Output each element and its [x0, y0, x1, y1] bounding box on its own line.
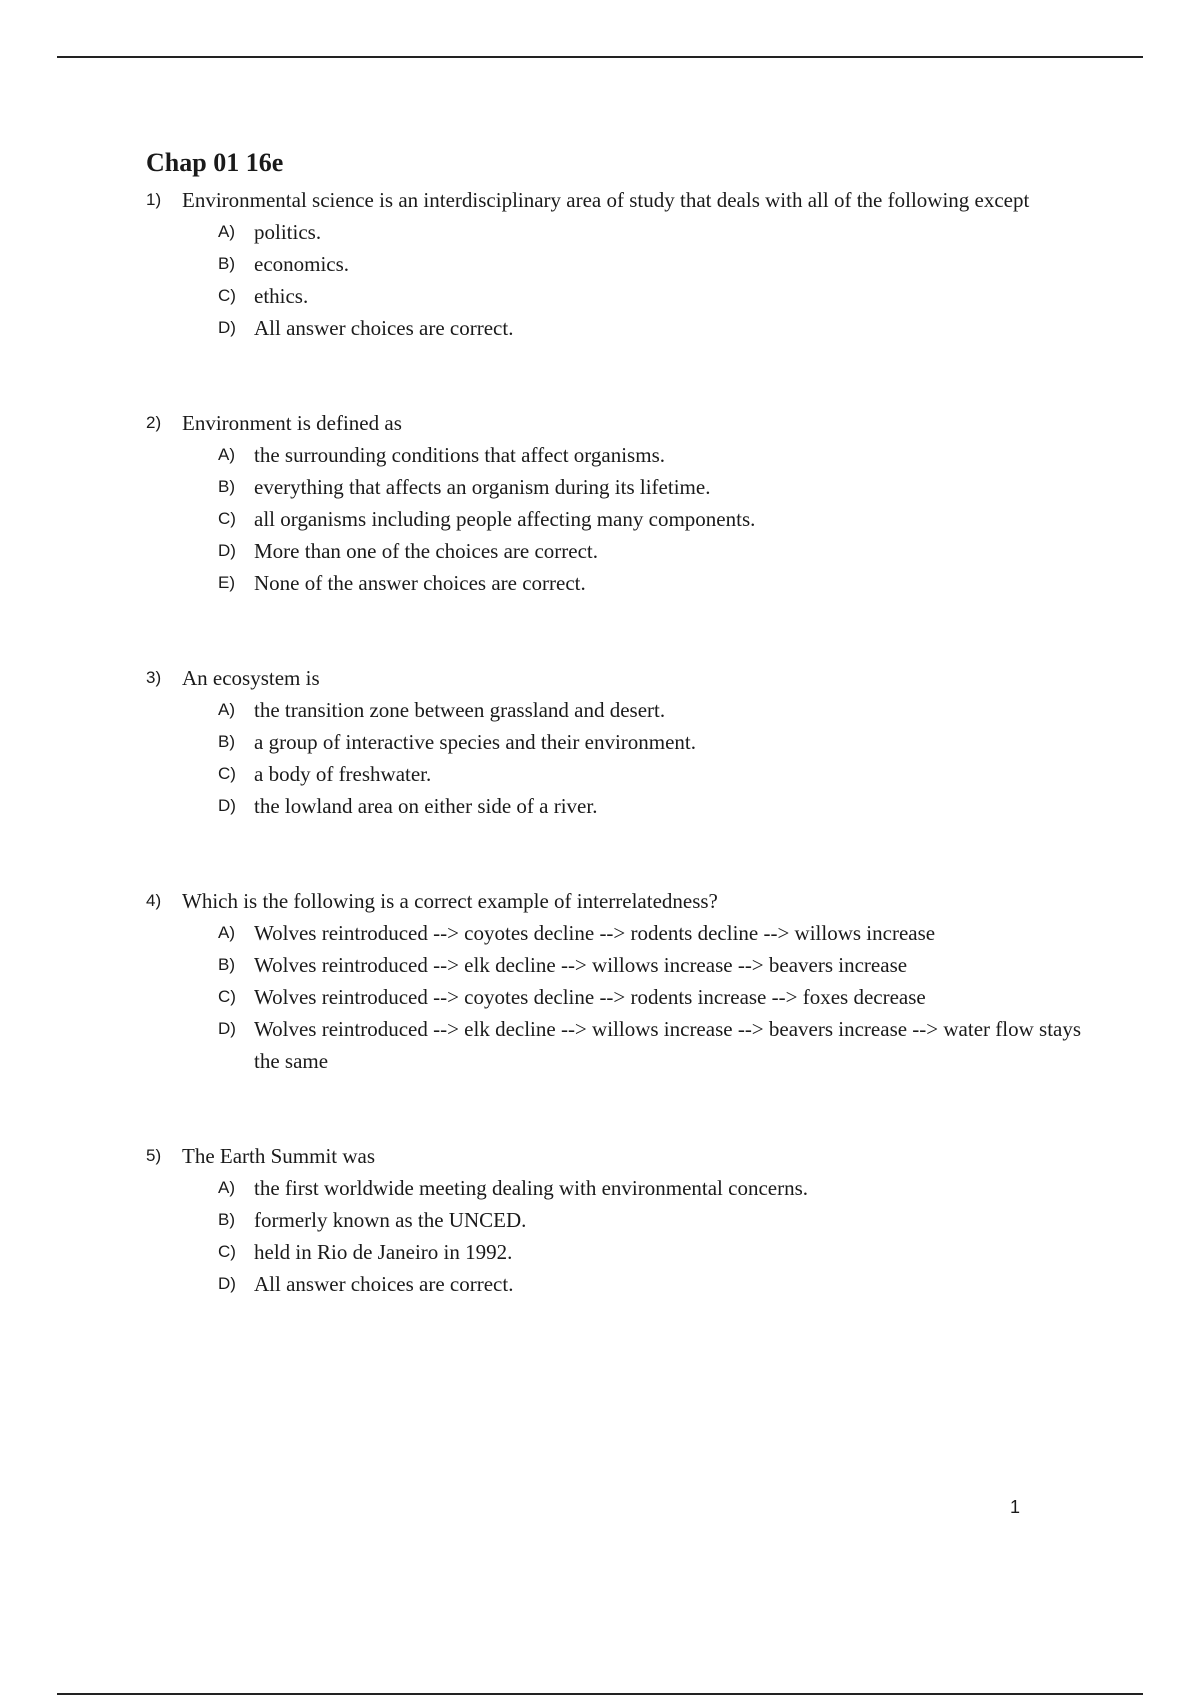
choice-letter: B)	[218, 477, 235, 496]
choice-item	[218, 694, 1096, 726]
choice-item	[218, 280, 1096, 312]
choice-item	[218, 981, 1096, 1013]
choice-text: formerly known as the UNCED.	[254, 1208, 527, 1232]
choice-list	[146, 917, 1096, 1077]
choice-item	[218, 1236, 1096, 1268]
question-text: The Earth Summit was	[182, 1144, 376, 1168]
choice-text: the first worldwide meeting dealing with environmental concerns.	[254, 1176, 809, 1200]
choice-text: a group of interactive species and their environment.	[254, 730, 697, 754]
choice-text: Wolves reintroduced --> elk decline --> willows increase --> beavers increase	[254, 953, 908, 977]
question-1	[146, 184, 1096, 344]
choice-letter: C)	[218, 764, 236, 783]
choice-letter: B)	[218, 732, 235, 751]
choice-letter: A)	[218, 700, 235, 719]
choice-item	[218, 917, 1096, 949]
choice-letter: B)	[218, 1210, 235, 1229]
choice-text: Wolves reintroduced --> coyotes decline --> rodents decline --> willows increase	[254, 921, 936, 945]
choice-item	[218, 535, 1096, 567]
choice-item	[218, 312, 1096, 344]
choice-letter: B)	[218, 955, 235, 974]
choice-letter: C)	[218, 987, 236, 1006]
choice-item	[218, 471, 1096, 503]
document-body	[146, 146, 1096, 1300]
choice-text: More than one of the choices are correct.	[254, 539, 598, 563]
choice-letter: D)	[218, 318, 236, 337]
choice-letter: A)	[218, 445, 235, 464]
choice-text: economics.	[254, 252, 350, 276]
choice-letter: D)	[218, 796, 236, 815]
question-number: 5)	[146, 1146, 162, 1165]
choice-text: held in Rio de Janeiro in 1992.	[254, 1240, 513, 1264]
question-text: Environmental science is an interdisciplinary area of study that deals with all of the following except	[182, 188, 1030, 212]
choice-list	[146, 439, 1096, 599]
question-5	[146, 1140, 1096, 1300]
choice-item	[218, 567, 1096, 599]
page-title: Chap 01 16e	[146, 148, 284, 177]
choice-text: a body of freshwater.	[254, 762, 432, 786]
question-text: Which is the following is a correct example of interrelatedness?	[182, 889, 718, 913]
choice-text: the lowland area on either side of a river.	[254, 794, 598, 818]
choice-list	[146, 1172, 1096, 1300]
question-2	[146, 407, 1096, 599]
choice-item	[218, 758, 1096, 790]
choice-letter: C)	[218, 509, 236, 528]
choice-text: politics.	[254, 220, 322, 244]
choice-item	[218, 439, 1096, 471]
choice-text: all organisms including people affecting many components.	[254, 507, 756, 531]
footer-rule	[57, 1693, 1143, 1695]
header-rule	[57, 56, 1143, 58]
choice-list	[146, 694, 1096, 822]
question-number: 1)	[146, 190, 162, 209]
choice-text: Wolves reintroduced --> coyotes decline --> rodents increase --> foxes decrease	[254, 985, 926, 1009]
choice-text: ethics.	[254, 284, 309, 308]
choice-letter: A)	[218, 1178, 235, 1197]
choice-text: the surrounding conditions that affect organisms.	[254, 443, 665, 467]
choice-letter: D)	[218, 541, 236, 560]
choice-list	[146, 216, 1096, 344]
choice-letter: A)	[218, 222, 235, 241]
choice-text: None of the answer choices are correct.	[254, 571, 586, 595]
question-text: An ecosystem is	[182, 666, 320, 690]
question-4	[146, 885, 1096, 1077]
question-number: 3)	[146, 668, 162, 687]
question-number: 4)	[146, 891, 162, 910]
choice-letter: C)	[218, 1242, 236, 1261]
choice-item	[218, 1013, 1096, 1077]
choice-item	[218, 726, 1096, 758]
choice-item	[218, 949, 1096, 981]
choice-item	[218, 216, 1096, 248]
choice-letter: D)	[218, 1019, 236, 1038]
choice-item	[218, 790, 1096, 822]
choice-item	[218, 1172, 1096, 1204]
choice-item	[218, 1268, 1096, 1300]
question-3	[146, 662, 1096, 822]
question-text: Environment is defined as	[182, 411, 402, 435]
choice-letter: A)	[218, 923, 235, 942]
choice-text: All answer choices are correct.	[254, 316, 514, 340]
choice-letter: B)	[218, 254, 235, 273]
choice-item	[218, 503, 1096, 535]
question-number: 2)	[146, 413, 162, 432]
choice-item	[218, 248, 1096, 280]
choice-text: everything that affects an organism during its lifetime.	[254, 475, 711, 499]
choice-item	[218, 1204, 1096, 1236]
choice-letter: E)	[218, 573, 235, 592]
choice-text: All answer choices are correct.	[254, 1272, 514, 1296]
page-number: 1	[1010, 1497, 1021, 1517]
choice-text: the transition zone between grassland and desert.	[254, 698, 666, 722]
choice-letter: C)	[218, 286, 236, 305]
choice-text: Wolves reintroduced --> elk decline --> willows increase --> beavers increase --> water flow stays the same	[254, 1017, 1082, 1073]
choice-letter: D)	[218, 1274, 236, 1293]
